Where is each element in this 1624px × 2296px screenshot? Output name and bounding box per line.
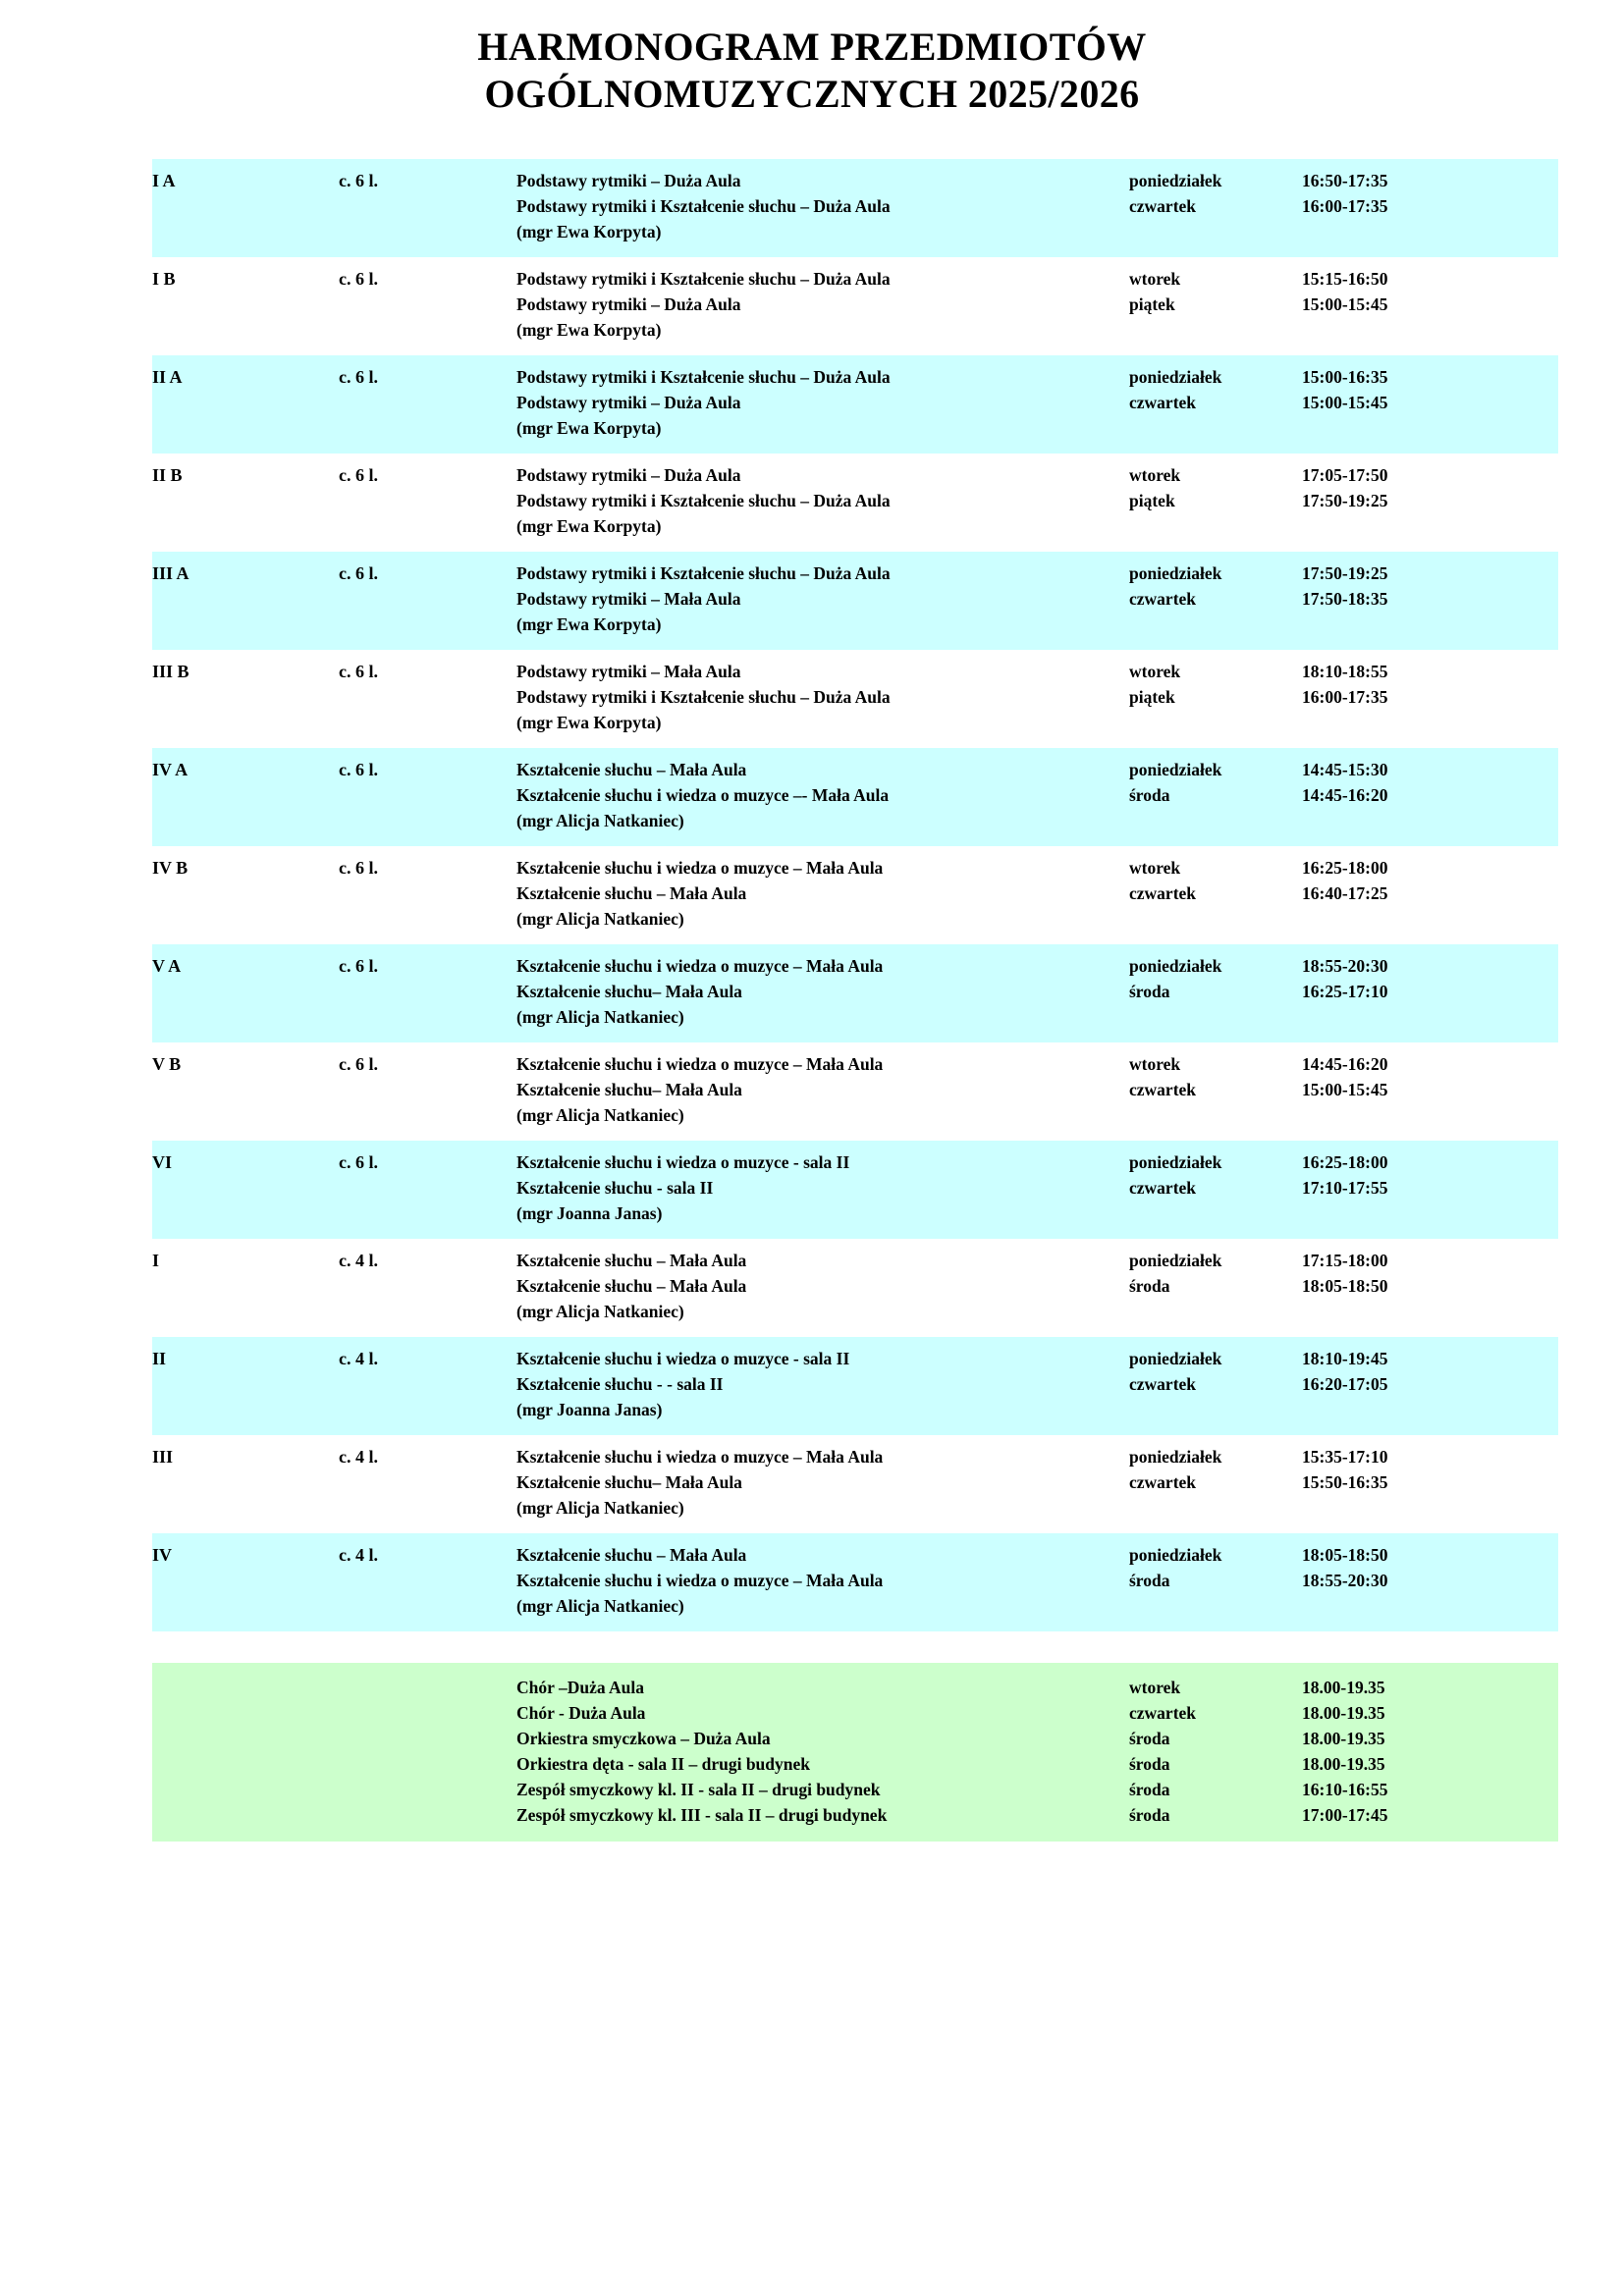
time-label: 18:05-18:50	[1302, 1545, 1388, 1565]
lesson-line	[516, 462, 1558, 488]
ensemble-subject-label: Chór –Duża Aula	[516, 1678, 644, 1697]
class-label: III	[152, 1447, 174, 1467]
ensemble-time-label: 18.00-19.35	[1302, 1678, 1385, 1697]
ensemble-day-label: środa	[1129, 1754, 1170, 1774]
lesson-lines	[516, 1346, 1558, 1422]
lesson-line	[516, 1273, 1558, 1299]
time-label: 16:20-17:05	[1302, 1374, 1388, 1394]
ensemble-time-label: 17:00-17:45	[1302, 1805, 1388, 1825]
ensemble-time-label: 18.00-19.35	[1302, 1729, 1385, 1748]
time-label: 15:15-16:50	[1302, 269, 1388, 289]
teacher-label: (mgr Alicja Natkaniec)	[516, 1596, 684, 1616]
day-label: wtorek	[1129, 858, 1181, 878]
lesson-lines	[516, 1149, 1558, 1226]
lesson-lines	[516, 462, 1558, 539]
day-label: poniedziałek	[1129, 956, 1222, 976]
schedule-row	[152, 944, 1558, 1042]
teacher-label: (mgr Alicja Natkaniec)	[516, 1302, 684, 1321]
day-label: czwartek	[1129, 883, 1197, 903]
lesson-line	[516, 855, 1558, 881]
cycle-label: c. 6 l.	[339, 956, 378, 976]
cycle-label: c. 6 l.	[339, 563, 378, 583]
lesson-lines	[516, 266, 1558, 343]
ensemble-subject-label: Zespół smyczkowy kl. II - sala II – drugi budynek	[516, 1780, 881, 1799]
teacher-label: (mgr Alicja Natkaniec)	[516, 909, 684, 929]
teacher-label: (mgr Ewa Korpyta)	[516, 320, 662, 340]
time-label: 15:00-15:45	[1302, 1080, 1388, 1099]
lesson-lines	[516, 561, 1558, 637]
teacher-label: (mgr Ewa Korpyta)	[516, 418, 662, 438]
subject-label: Podstawy rytmiki i Kształcenie słuchu – Duża Aula	[516, 269, 891, 289]
cycle-label: c. 4 l.	[339, 1545, 378, 1565]
day-label: czwartek	[1129, 393, 1197, 412]
subject-label: Podstawy rytmiki – Duża Aula	[516, 465, 741, 485]
lesson-lines	[516, 168, 1558, 244]
class-label: V B	[152, 1054, 182, 1074]
lesson-line	[516, 979, 1558, 1004]
schedule-row-inner	[152, 659, 1558, 735]
subject-label: Kształcenie słuchu – Mała Aula	[516, 760, 747, 779]
lesson-line	[516, 1371, 1558, 1397]
lesson-lines	[516, 1051, 1558, 1128]
cycle-label: c. 6 l.	[339, 465, 378, 485]
cycle-label: c. 6 l.	[339, 1054, 378, 1074]
subject-label: Kształcenie słuchu i wiedza o muzyce – Mała Aula	[516, 956, 884, 976]
time-label: 16:25-18:00	[1302, 858, 1388, 878]
schedule-row-inner	[152, 1149, 1558, 1226]
class-label: V A	[152, 956, 182, 976]
lesson-line	[516, 1542, 1558, 1568]
page-title-line-1: HARMONOGRAM PRZEDMIOTÓW	[477, 25, 1147, 69]
day-label: czwartek	[1129, 1374, 1197, 1394]
ensembles-row-inner	[152, 1675, 1558, 1828]
ensemble-day-label: środa	[1129, 1729, 1170, 1748]
schedule-row-inner	[152, 1051, 1558, 1128]
schedule-row	[152, 1141, 1558, 1239]
time-label: 15:00-16:35	[1302, 367, 1388, 387]
subject-label: Podstawy rytmiki – Mała Aula	[516, 662, 741, 681]
subject-label: Kształcenie słuchu– Mała Aula	[516, 1080, 742, 1099]
time-label: 16:00-17:35	[1302, 687, 1388, 707]
lesson-lines	[516, 1248, 1558, 1324]
time-label: 16:40-17:25	[1302, 883, 1388, 903]
lesson-lines	[516, 855, 1558, 932]
ensemble-subject-label: Chór - Duża Aula	[516, 1703, 646, 1723]
lesson-lines	[516, 953, 1558, 1030]
subject-label: Podstawy rytmiki i Kształcenie słuchu – Duża Aula	[516, 687, 891, 707]
section-spacer	[0, 1631, 1624, 1663]
ensemble-line	[516, 1675, 1558, 1700]
time-label: 17:05-17:50	[1302, 465, 1388, 485]
day-label: poniedziałek	[1129, 563, 1222, 583]
day-label: czwartek	[1129, 1472, 1197, 1492]
lesson-line	[516, 292, 1558, 317]
day-label: poniedziałek	[1129, 367, 1222, 387]
lesson-line	[516, 684, 1558, 710]
time-label: 17:50-19:25	[1302, 491, 1388, 510]
schedule-row	[152, 159, 1558, 257]
time-label: 18:55-20:30	[1302, 1571, 1388, 1590]
time-label: 14:45-15:30	[1302, 760, 1388, 779]
time-label: 15:35-17:10	[1302, 1447, 1388, 1467]
schedule-row	[152, 454, 1558, 552]
schedule-row-inner	[152, 462, 1558, 539]
teacher-label: (mgr Joanna Janas)	[516, 1203, 663, 1223]
ensemble-line	[516, 1802, 1558, 1828]
day-label: wtorek	[1129, 465, 1181, 485]
cycle-label: c. 6 l.	[339, 1152, 378, 1172]
schedule-row	[152, 846, 1558, 944]
schedule-row-inner	[152, 855, 1558, 932]
class-label: III A	[152, 563, 189, 583]
schedule-row-inner	[152, 561, 1558, 637]
class-label: I A	[152, 171, 176, 190]
time-label: 15:00-15:45	[1302, 294, 1388, 314]
lesson-line	[516, 1149, 1558, 1175]
schedule-row	[152, 257, 1558, 355]
teacher-label: (mgr Joanna Janas)	[516, 1400, 663, 1419]
day-label: poniedziałek	[1129, 1152, 1222, 1172]
time-label: 17:50-19:25	[1302, 563, 1388, 583]
schedule-row-inner	[152, 757, 1558, 833]
day-label: czwartek	[1129, 196, 1197, 216]
time-label: 18:10-18:55	[1302, 662, 1388, 681]
subject-label: Podstawy rytmiki – Duża Aula	[516, 393, 741, 412]
subject-label: Podstawy rytmiki i Kształcenie słuchu – Duża Aula	[516, 491, 891, 510]
subject-label: Kształcenie słuchu i wiedza o muzyce - sala II	[516, 1152, 850, 1172]
subject-label: Kształcenie słuchu i wiedza o muzyce – Mała Aula	[516, 1447, 884, 1467]
lesson-lines	[516, 659, 1558, 735]
schedule-row-inner	[152, 1248, 1558, 1324]
time-label: 16:50-17:35	[1302, 171, 1388, 190]
time-label: 17:50-18:35	[1302, 589, 1388, 609]
subject-label: Kształcenie słuchu– Mała Aula	[516, 982, 742, 1001]
page-title	[0, 0, 1624, 118]
ensemble-subject-label: Orkiestra dęta - sala II – drugi budynek	[516, 1754, 810, 1774]
schedule-row-inner	[152, 1346, 1558, 1422]
schedule-row-inner	[152, 1444, 1558, 1521]
subject-label: Podstawy rytmiki i Kształcenie słuchu – Duża Aula	[516, 563, 891, 583]
subject-label: Kształcenie słuchu – Mała Aula	[516, 1251, 747, 1270]
lesson-line	[516, 193, 1558, 219]
lesson-line	[516, 1568, 1558, 1593]
ensemble-time-label: 18.00-19.35	[1302, 1754, 1385, 1774]
day-label: czwartek	[1129, 1178, 1197, 1198]
ensemble-time-label: 16:10-16:55	[1302, 1780, 1388, 1799]
schedule-row	[152, 748, 1558, 846]
lesson-line	[516, 782, 1558, 808]
lesson-line	[516, 1469, 1558, 1495]
day-label: wtorek	[1129, 269, 1181, 289]
class-label: II A	[152, 367, 183, 387]
day-label: poniedziałek	[1129, 1349, 1222, 1368]
class-label: III B	[152, 662, 189, 681]
teacher-label: (mgr Alicja Natkaniec)	[516, 1007, 684, 1027]
day-label: czwartek	[1129, 589, 1197, 609]
class-label: II	[152, 1349, 167, 1368]
lesson-line	[516, 1248, 1558, 1273]
day-label: poniedziałek	[1129, 1251, 1222, 1270]
subject-label: Kształcenie słuchu i wiedza o muzyce – Mała Aula	[516, 858, 884, 878]
day-label: środa	[1129, 982, 1170, 1001]
day-label: piątek	[1129, 491, 1175, 510]
teacher-label: (mgr Ewa Korpyta)	[516, 614, 662, 634]
lesson-lines	[516, 757, 1558, 833]
day-label: poniedziałek	[1129, 760, 1222, 779]
schedule-row-inner	[152, 364, 1558, 441]
day-label: środa	[1129, 1276, 1170, 1296]
ensemble-line	[516, 1751, 1558, 1777]
lesson-line	[516, 586, 1558, 612]
schedule-row	[152, 355, 1558, 454]
class-label: VI	[152, 1152, 173, 1172]
cycle-label: c. 6 l.	[339, 269, 378, 289]
teacher-label: (mgr Alicja Natkaniec)	[516, 811, 684, 830]
schedule-row	[152, 650, 1558, 748]
class-label: I	[152, 1251, 160, 1270]
teacher-label: (mgr Alicja Natkaniec)	[516, 1498, 684, 1518]
lesson-lines	[516, 1542, 1558, 1619]
schedule-row-inner	[152, 1542, 1558, 1619]
day-label: środa	[1129, 785, 1170, 805]
subject-label: Podstawy rytmiki i Kształcenie słuchu – Duża Aula	[516, 367, 891, 387]
cycle-label: c. 4 l.	[339, 1447, 378, 1467]
ensemble-subject-label: Orkiestra smyczkowa – Duża Aula	[516, 1729, 771, 1748]
lesson-line	[516, 1051, 1558, 1077]
lesson-line	[516, 1346, 1558, 1371]
ensembles-row	[152, 1663, 1558, 1842]
lesson-line	[516, 561, 1558, 586]
day-label: czwartek	[1129, 1080, 1197, 1099]
lesson-line	[516, 1444, 1558, 1469]
subject-label: Podstawy rytmiki – Duża Aula	[516, 294, 741, 314]
time-label: 15:00-15:45	[1302, 393, 1388, 412]
teacher-label: (mgr Ewa Korpyta)	[516, 713, 662, 732]
ensemble-day-label: czwartek	[1129, 1703, 1197, 1723]
lesson-line	[516, 757, 1558, 782]
cycle-label: c. 6 l.	[339, 171, 378, 190]
subject-label: Kształcenie słuchu - sala II	[516, 1178, 714, 1198]
class-label: IV B	[152, 858, 189, 878]
ensemble-lines	[516, 1675, 1558, 1828]
schedule-row	[152, 1435, 1558, 1533]
subject-label: Kształcenie słuchu i wiedza o muzyce – Mała Aula	[516, 1054, 884, 1074]
lesson-lines	[516, 364, 1558, 441]
subject-label: Kształcenie słuchu i wiedza o muzyce –- Mała Aula	[516, 785, 890, 805]
lesson-line	[516, 1077, 1558, 1102]
lesson-line	[516, 364, 1558, 390]
lesson-line	[516, 390, 1558, 415]
subject-label: Podstawy rytmiki i Kształcenie słuchu – Duża Aula	[516, 196, 891, 216]
ensemble-day-label: środa	[1129, 1805, 1170, 1825]
day-label: poniedziałek	[1129, 1447, 1222, 1467]
time-label: 18:10-19:45	[1302, 1349, 1388, 1368]
day-label: środa	[1129, 1571, 1170, 1590]
schedule-row-inner	[152, 953, 1558, 1030]
teacher-label: (mgr Ewa Korpyta)	[516, 516, 662, 536]
class-label: II B	[152, 465, 183, 485]
lesson-line	[516, 1175, 1558, 1201]
time-label: 18:05-18:50	[1302, 1276, 1388, 1296]
ensemble-line	[516, 1726, 1558, 1751]
cycle-label: c. 6 l.	[339, 858, 378, 878]
lesson-line	[516, 953, 1558, 979]
ensemble-time-label: 18.00-19.35	[1302, 1703, 1385, 1723]
subject-label: Kształcenie słuchu – Mała Aula	[516, 1276, 747, 1296]
lesson-line	[516, 488, 1558, 513]
schedule-row	[152, 1042, 1558, 1141]
day-label: wtorek	[1129, 662, 1181, 681]
time-label: 16:00-17:35	[1302, 196, 1388, 216]
lesson-line	[516, 881, 1558, 906]
day-label: poniedziałek	[1129, 1545, 1222, 1565]
time-label: 17:10-17:55	[1302, 1178, 1388, 1198]
subject-label: Podstawy rytmiki – Mała Aula	[516, 589, 741, 609]
time-label: 15:50-16:35	[1302, 1472, 1388, 1492]
lesson-line	[516, 659, 1558, 684]
ensemble-day-label: wtorek	[1129, 1678, 1181, 1697]
subject-label: Podstawy rytmiki – Duża Aula	[516, 171, 741, 190]
lesson-line	[516, 266, 1558, 292]
time-label: 16:25-18:00	[1302, 1152, 1388, 1172]
subject-label: Kształcenie słuchu - - sala II	[516, 1374, 724, 1394]
schedule-row	[152, 1239, 1558, 1337]
teacher-label: (mgr Alicja Natkaniec)	[516, 1105, 684, 1125]
subject-label: Kształcenie słuchu i wiedza o muzyce - sala II	[516, 1349, 850, 1368]
cycle-label: c. 6 l.	[339, 367, 378, 387]
class-label: IV A	[152, 760, 189, 779]
ensemble-day-label: środa	[1129, 1780, 1170, 1799]
teacher-label: (mgr Ewa Korpyta)	[516, 222, 662, 241]
time-label: 16:25-17:10	[1302, 982, 1388, 1001]
cycle-label: c. 4 l.	[339, 1349, 378, 1368]
subject-label: Kształcenie słuchu– Mała Aula	[516, 1472, 742, 1492]
day-label: poniedziałek	[1129, 171, 1222, 190]
time-label: 17:15-18:00	[1302, 1251, 1388, 1270]
ensemble-subject-label: Zespół smyczkowy kl. III - sala II – drugi budynek	[516, 1805, 888, 1825]
day-label: piątek	[1129, 294, 1175, 314]
subject-label: Kształcenie słuchu – Mała Aula	[516, 883, 747, 903]
cycle-label: c. 6 l.	[339, 760, 378, 779]
ensemble-line	[516, 1777, 1558, 1802]
schedule-row	[152, 1533, 1558, 1631]
schedule-row	[152, 1337, 1558, 1435]
ensemble-line	[516, 1700, 1558, 1726]
day-label: piątek	[1129, 687, 1175, 707]
time-label: 18:55-20:30	[1302, 956, 1388, 976]
schedule-table	[0, 159, 1624, 1842]
schedule-row-inner	[152, 266, 1558, 343]
lesson-line	[516, 168, 1558, 193]
class-label: I B	[152, 269, 176, 289]
subject-label: Kształcenie słuchu i wiedza o muzyce – Mała Aula	[516, 1571, 884, 1590]
cycle-label: c. 6 l.	[339, 662, 378, 681]
schedule-row-inner	[152, 168, 1558, 244]
page-title-line-2: OGÓLNOMUZYCZNYCH 2025/2026	[484, 72, 1140, 116]
cycle-label: c. 4 l.	[339, 1251, 378, 1270]
time-label: 14:45-16:20	[1302, 1054, 1388, 1074]
time-label: 14:45-16:20	[1302, 785, 1388, 805]
schedule-row	[152, 552, 1558, 650]
day-label: wtorek	[1129, 1054, 1181, 1074]
subject-label: Kształcenie słuchu – Mała Aula	[516, 1545, 747, 1565]
lesson-lines	[516, 1444, 1558, 1521]
class-label: IV	[152, 1545, 173, 1565]
